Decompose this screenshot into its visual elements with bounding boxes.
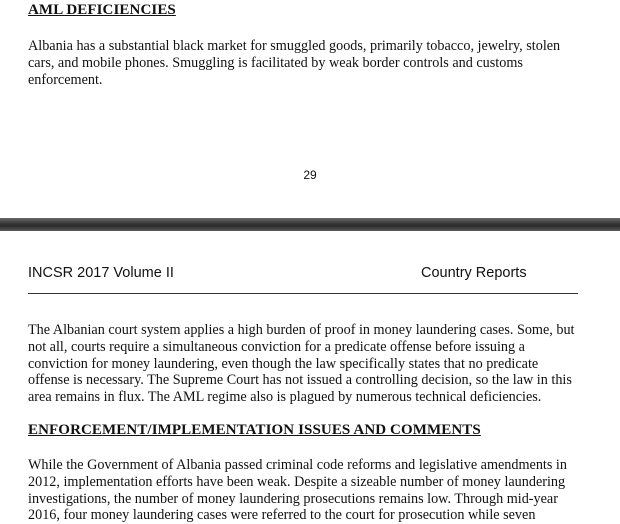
text-line: While the Government of Albania passed criminal code reforms and legislative amendments in (28, 457, 567, 473)
running-header-left: INCSR 2017 Volume II (28, 265, 174, 281)
page-number: 29 (303, 168, 317, 182)
document-page-bottom (0, 231, 620, 524)
text-line: 2012, implementation efforts have been weak. Despite a sizeable number of money laundering (28, 473, 566, 490)
text-line: The Albanian court system applies a high burden of proof in money laundering cases. Some, but (28, 322, 575, 338)
text-line: Albania has a substantial black market for smuggled goods, primarily tobacco, jewelry, stolen (28, 38, 561, 54)
paragraph-court-system (28, 322, 598, 406)
header-rule (28, 293, 578, 294)
paragraph-black-market (28, 38, 598, 88)
section-heading-aml-deficiencies: AML DEFICIENCIES (28, 2, 176, 18)
document-page-top (0, 0, 620, 218)
text-line: offense is necessary. The Supreme Court has not issued a controlling decision, so the law in this (28, 372, 572, 389)
text-line: cars, and mobile phones. Smuggling is facilitated by weak border controls and customs (28, 54, 523, 71)
text-line: enforcement. (28, 71, 103, 88)
text-line: not all, courts require a simultaneous conviction for a predicate offense before issuing a (28, 338, 525, 355)
running-header-right: Country Reports (421, 265, 527, 281)
text-line: 2016, four money laundering cases were referred to the court for prosecution while seven (28, 507, 536, 524)
section-heading-enforcement: ENFORCEMENT/IMPLEMENTATION ISSUES AND COMMENTS (28, 422, 481, 438)
paragraph-implementation (28, 457, 598, 524)
text-line: investigations, the number of money laundering prosecutions remains low. Through mid-year (28, 490, 558, 507)
text-line: conviction for money laundering, even though the law specifically states that no predicate (28, 355, 539, 372)
page-separator (0, 218, 620, 231)
text-line: area remains in flux. The AML regime also is plagued by numerous technical deficiencies. (28, 389, 542, 406)
